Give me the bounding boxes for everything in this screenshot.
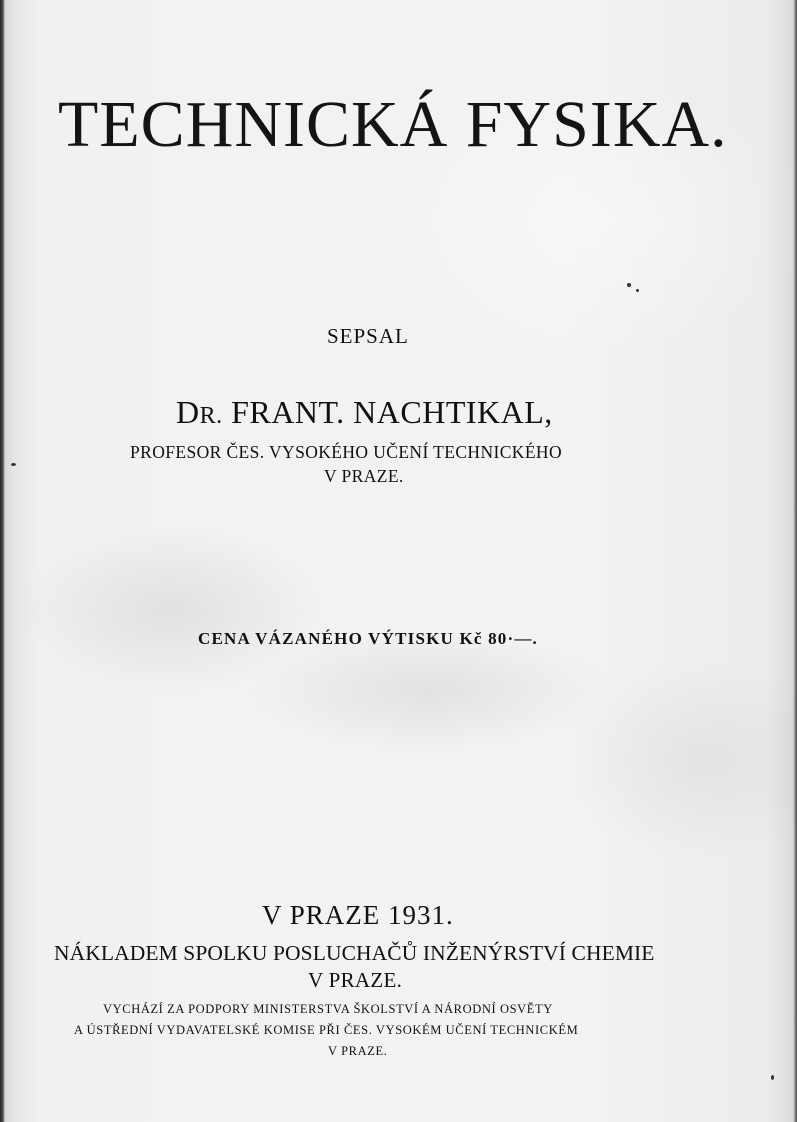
imprint-publisher-line1: NÁKLADEM SPOLKU POSLUCHAČŮ INŽENÝRSTVÍ CHEMIE	[54, 941, 655, 965]
imprint-support-line3: V PRAZE.	[328, 1044, 388, 1058]
price-note: CENA VÁZANÉHO VÝTISKU Kč 80·—.	[198, 629, 538, 648]
book-title: TECHNICKÁ FYSIKA.	[58, 88, 728, 161]
author-affiliation-line2: V PRAZE.	[324, 466, 404, 486]
imprint-publisher-line2: V PRAZE.	[308, 968, 403, 992]
author-prefix-rest: R.	[199, 403, 223, 429]
page-right-edge	[793, 0, 797, 1122]
ink-speck	[771, 1075, 774, 1080]
imprint-support-line1: VYCHÁZÍ ZA PODPORY MINISTERSTVA ŠKOLSTVÍ A NÁRODNÍ OSVĚTY	[103, 1002, 553, 1016]
ink-speck	[627, 283, 631, 287]
ink-speck	[636, 289, 639, 292]
imprint-support-line2: A ÚSTŘEDNÍ VYDAVATELSKÉ KOMISE PŘI ČES. VYSOKÉM UČENÍ TECHNICKÉM	[74, 1023, 579, 1037]
author-prefix-initial: D	[176, 394, 200, 430]
byline-label: SEPSAL	[327, 324, 409, 348]
imprint-place-year: V PRAZE 1931.	[262, 900, 454, 930]
author-full-name: FRANT. NACHTIKAL,	[231, 394, 553, 430]
page-left-edge	[0, 0, 5, 1122]
ink-speck	[11, 463, 16, 466]
author-name	[176, 396, 553, 428]
author-affiliation-line1: PROFESOR ČES. VYSOKÉHO UČENÍ TECHNICKÉHO	[130, 442, 562, 462]
